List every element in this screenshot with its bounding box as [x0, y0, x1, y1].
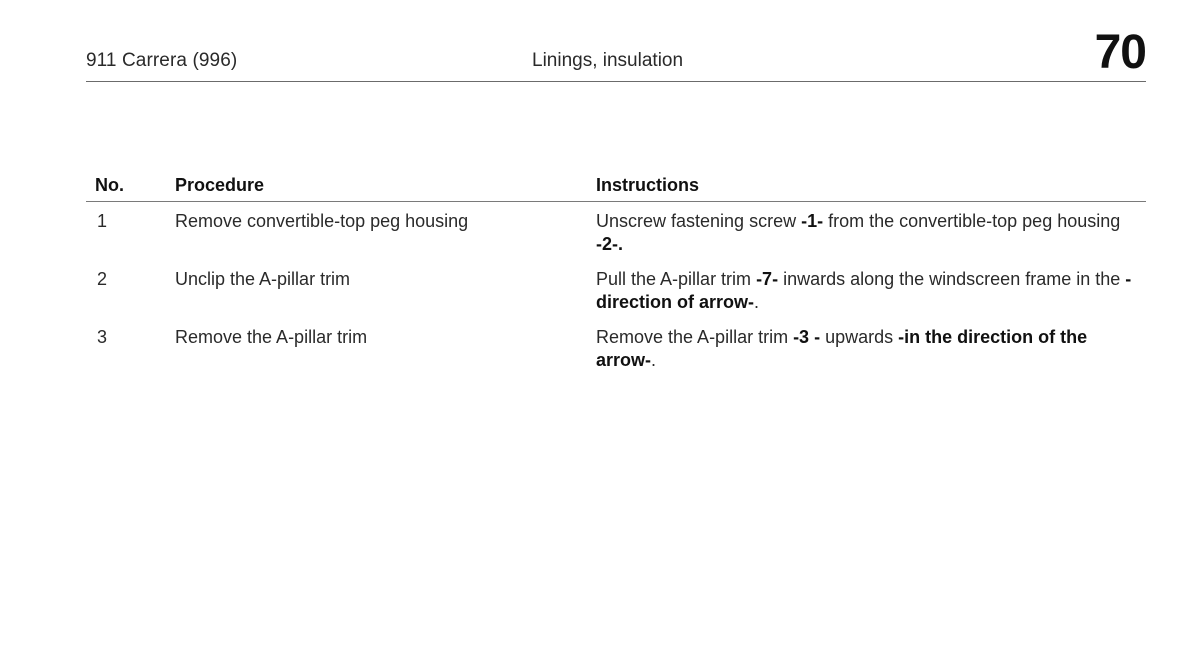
section-title: Linings, insulation — [532, 50, 684, 71]
step-procedure: Remove convertible-top peg housing — [175, 211, 469, 231]
instruction-text: . — [651, 350, 657, 370]
instruction-text: upwards — [820, 327, 899, 347]
step-number: 3 — [97, 327, 108, 347]
instruction-emphasis: -7- — [756, 269, 779, 289]
instruction-text: inwards along the windscreen frame in the — [778, 269, 1126, 289]
step-procedure: Remove the A-pillar trim — [175, 327, 368, 347]
instruction-emphasis: -2-. — [596, 234, 623, 254]
step-instruction — [596, 210, 1146, 256]
step-number: 1 — [97, 211, 108, 231]
step-instruction — [596, 326, 1146, 372]
instruction-text: Pull the A-pillar trim — [596, 269, 757, 289]
table-row — [86, 202, 1146, 260]
table-row — [86, 260, 1146, 318]
step-number: 2 — [97, 269, 108, 289]
instruction-emphasis: -1- — [801, 211, 824, 231]
page-header — [86, 28, 1146, 82]
step-instruction — [596, 268, 1146, 314]
instruction-text: Remove the A-pillar trim — [596, 327, 794, 347]
instruction-emphasis: -3 - — [793, 327, 821, 347]
instruction-text: Unscrew fastening screw — [596, 211, 802, 231]
repair-group-number: 70 — [1094, 26, 1146, 79]
column-header-procedure: Procedure — [175, 175, 265, 195]
table-row — [86, 318, 1146, 376]
procedure-table — [86, 170, 1146, 376]
table-header-row — [86, 170, 1146, 202]
instruction-emphasis: -direction of arrow- — [596, 269, 1132, 312]
vehicle-model: 911 Carrera (996) — [86, 50, 238, 71]
step-procedure: Unclip the A-pillar trim — [175, 269, 351, 289]
instruction-text: . — [754, 292, 760, 312]
instruction-emphasis: -in the direction of the arrow- — [596, 327, 1088, 370]
instruction-text: from the convertible-top peg housing — [823, 211, 1121, 231]
column-header-instructions: Instructions — [596, 175, 700, 195]
column-header-no: No. — [95, 175, 124, 195]
